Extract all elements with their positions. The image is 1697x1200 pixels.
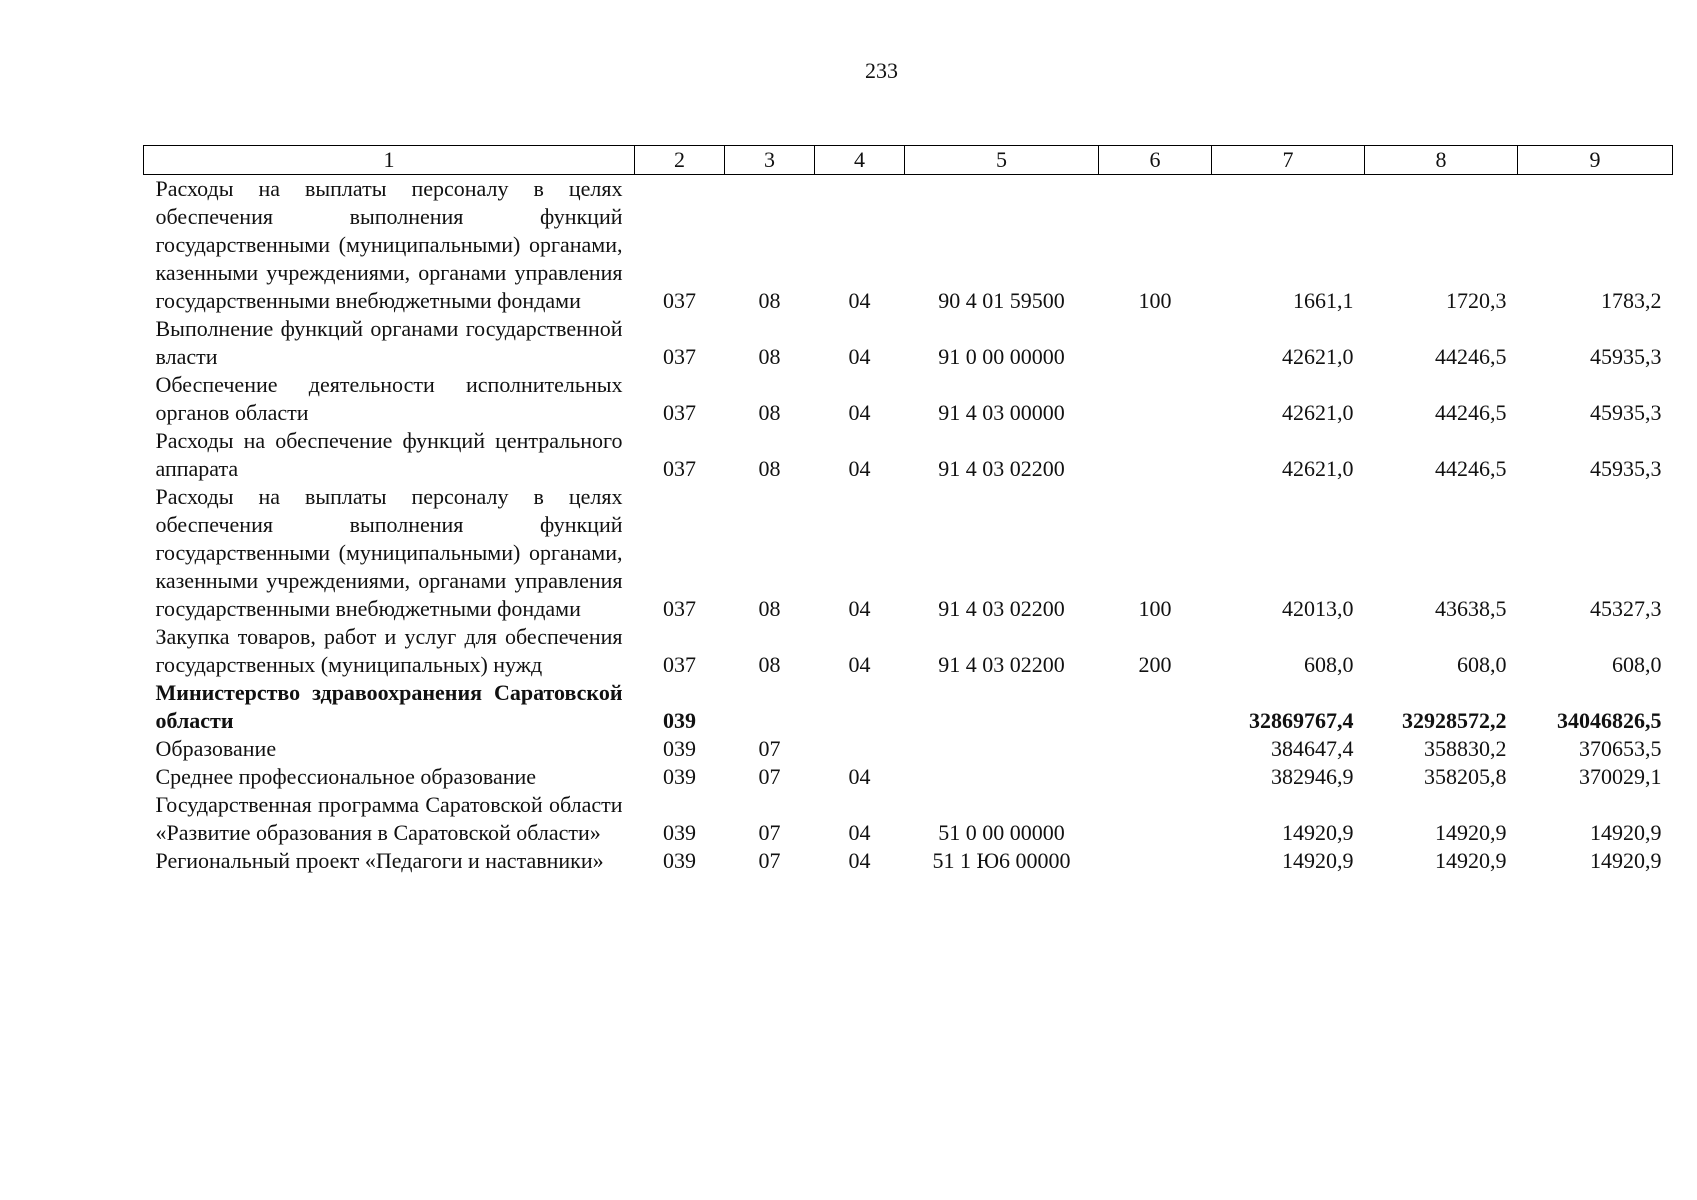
row-description: Расходы на обеспечение функций центрального аппарата — [155, 428, 623, 481]
cell-subsection — [815, 735, 905, 763]
cell-subsection: 04 — [848, 596, 871, 621]
cell-ministry-code: 037 — [663, 344, 696, 369]
table-row — [144, 623, 1673, 679]
column-header-9: 9 — [1518, 146, 1673, 175]
cell-amount-col8: 14920,9 — [1435, 848, 1507, 873]
cell-amount-col7: 42621,0 — [1282, 344, 1354, 369]
cell-amount-col9: 370653,5 — [1579, 736, 1662, 761]
cell-subsection — [815, 679, 905, 735]
table-body — [144, 175, 1673, 876]
cell-amount-col7: 14920,9 — [1282, 820, 1354, 845]
row-description: Выполнение функций органами государственной власти — [155, 316, 623, 369]
cell-target-article — [905, 735, 1099, 763]
cell-amount-col7: 42621,0 — [1282, 456, 1354, 481]
table-row — [144, 427, 1673, 483]
cell-section: 07 — [758, 820, 781, 845]
column-header-2: 2 — [635, 146, 725, 175]
table-row — [144, 735, 1673, 763]
cell-section — [725, 679, 815, 735]
cell-amount-col8: 44246,5 — [1435, 456, 1507, 481]
cell-amount-col9: 608,0 — [1612, 652, 1662, 677]
row-description: Обеспечение деятельности исполнительных органов области — [155, 372, 623, 425]
cell-amount-col9: 34046826,5 — [1557, 708, 1662, 733]
cell-ministry-code: 039 — [663, 848, 696, 873]
cell-target-article: 91 4 03 02200 — [938, 456, 1065, 481]
cell-ministry-code: 039 — [663, 820, 696, 845]
row-description: Среднее профессиональное образование — [155, 764, 537, 789]
cell-target-article: 91 4 03 00000 — [938, 400, 1065, 425]
cell-subsection: 04 — [848, 344, 871, 369]
cell-section: 07 — [758, 764, 781, 789]
cell-ministry-code: 037 — [663, 652, 696, 677]
table-row — [144, 483, 1673, 623]
cell-subsection: 04 — [848, 456, 871, 481]
cell-target-article: 91 0 00 00000 — [938, 344, 1065, 369]
cell-expense-type — [1099, 791, 1212, 847]
cell-subsection: 04 — [848, 764, 871, 789]
table-row — [144, 315, 1673, 371]
cell-expense-type — [1099, 679, 1212, 735]
cell-amount-col8: 1720,3 — [1446, 288, 1507, 313]
cell-amount-col9: 45935,3 — [1590, 400, 1662, 425]
cell-section: 08 — [758, 596, 781, 621]
row-description: Региональный проект «Педагоги и наставники» — [155, 848, 604, 873]
column-header-6: 6 — [1099, 146, 1212, 175]
cell-expense-type: 100 — [1138, 596, 1172, 621]
cell-amount-col8: 44246,5 — [1435, 344, 1507, 369]
cell-ministry-code: 037 — [663, 456, 696, 481]
cell-expense-type — [1099, 763, 1212, 791]
cell-ministry-code: 037 — [663, 596, 696, 621]
row-description: Расходы на выплаты персоналу в целях обеспечения выполнения функций государственными (муниципальными) органами, казенными учреждениями, органами управления государственными внебюджетными фондами — [155, 176, 623, 313]
column-header-3: 3 — [725, 146, 815, 175]
cell-ministry-code: 039 — [663, 736, 696, 761]
cell-amount-col9: 45935,3 — [1590, 456, 1662, 481]
cell-amount-col8: 358830,2 — [1424, 736, 1507, 761]
cell-section: 08 — [758, 400, 781, 425]
cell-amount-col7: 32869767,4 — [1249, 708, 1354, 733]
cell-expense-type — [1099, 371, 1212, 427]
row-description: Министерство здравоохранения Саратовской области — [155, 680, 623, 733]
cell-target-article: 90 4 01 59500 — [938, 288, 1065, 313]
cell-amount-col7: 384647,4 — [1271, 736, 1354, 761]
cell-subsection: 04 — [848, 288, 871, 313]
cell-ministry-code: 039 — [663, 708, 696, 733]
cell-amount-col9: 14920,9 — [1590, 848, 1662, 873]
cell-target-article — [905, 679, 1099, 735]
column-header-1: 1 — [144, 146, 635, 175]
cell-subsection: 04 — [848, 820, 871, 845]
cell-section: 07 — [758, 848, 781, 873]
column-header-8: 8 — [1365, 146, 1518, 175]
row-description: Образование — [155, 736, 277, 761]
table-row — [144, 763, 1673, 791]
cell-subsection: 04 — [848, 652, 871, 677]
cell-amount-col8: 44246,5 — [1435, 400, 1507, 425]
row-description: Закупка товаров, работ и услуг для обеспечения государственных (муниципальных) нужд — [155, 624, 623, 677]
cell-amount-col8: 43638,5 — [1435, 596, 1507, 621]
cell-amount-col8: 608,0 — [1457, 652, 1507, 677]
table-row — [144, 791, 1673, 847]
table-row — [144, 175, 1673, 316]
cell-target-article: 51 1 Ю6 00000 — [932, 848, 1071, 873]
cell-target-article: 91 4 03 02200 — [938, 652, 1065, 677]
row-description: Расходы на выплаты персоналу в целях обеспечения выполнения функций государственными (муниципальными) органами, казенными учреждениями, органами управления государственными внебюджетными фондами — [155, 484, 623, 621]
cell-ministry-code: 039 — [663, 764, 696, 789]
cell-section: 07 — [758, 736, 781, 761]
table-row — [144, 679, 1673, 735]
cell-amount-col8: 32928572,2 — [1402, 708, 1507, 733]
cell-subsection: 04 — [848, 400, 871, 425]
column-header-7: 7 — [1212, 146, 1365, 175]
cell-expense-type: 100 — [1138, 288, 1172, 313]
cell-amount-col7: 382946,9 — [1271, 764, 1354, 789]
cell-amount-col9: 1783,2 — [1601, 288, 1662, 313]
cell-amount-col8: 14920,9 — [1435, 820, 1507, 845]
cell-amount-col9: 45935,3 — [1590, 344, 1662, 369]
table-header — [144, 146, 1673, 175]
column-header-5: 5 — [905, 146, 1099, 175]
cell-subsection: 04 — [848, 848, 871, 873]
budget-table — [143, 145, 1673, 875]
cell-section: 08 — [758, 288, 781, 313]
cell-amount-col7: 14920,9 — [1282, 848, 1354, 873]
cell-expense-type — [1099, 427, 1212, 483]
cell-expense-type — [1099, 315, 1212, 371]
cell-amount-col7: 42013,0 — [1282, 596, 1354, 621]
cell-ministry-code: 037 — [663, 288, 696, 313]
cell-amount-col9: 45327,3 — [1590, 596, 1662, 621]
cell-amount-col7: 42621,0 — [1282, 400, 1354, 425]
table-row — [144, 847, 1673, 875]
cell-amount-col9: 370029,1 — [1579, 764, 1662, 789]
cell-target-article: 51 0 00 00000 — [938, 820, 1065, 845]
cell-target-article — [905, 763, 1099, 791]
column-number-row — [144, 146, 1673, 175]
cell-expense-type — [1099, 847, 1212, 875]
cell-section: 08 — [758, 652, 781, 677]
column-header-4: 4 — [815, 146, 905, 175]
cell-amount-col9: 14920,9 — [1590, 820, 1662, 845]
cell-expense-type — [1099, 735, 1212, 763]
table-row — [144, 371, 1673, 427]
cell-ministry-code: 037 — [663, 400, 696, 425]
cell-amount-col7: 608,0 — [1304, 652, 1354, 677]
cell-section: 08 — [758, 344, 781, 369]
page-number: 233 — [865, 58, 898, 83]
cell-section: 08 — [758, 456, 781, 481]
cell-amount-col7: 1661,1 — [1293, 288, 1354, 313]
cell-amount-col8: 358205,8 — [1424, 764, 1507, 789]
row-description: Государственная программа Саратовской области «Развитие образования в Саратовской области» — [155, 792, 623, 845]
cell-expense-type: 200 — [1138, 652, 1172, 677]
cell-target-article: 91 4 03 02200 — [938, 596, 1065, 621]
